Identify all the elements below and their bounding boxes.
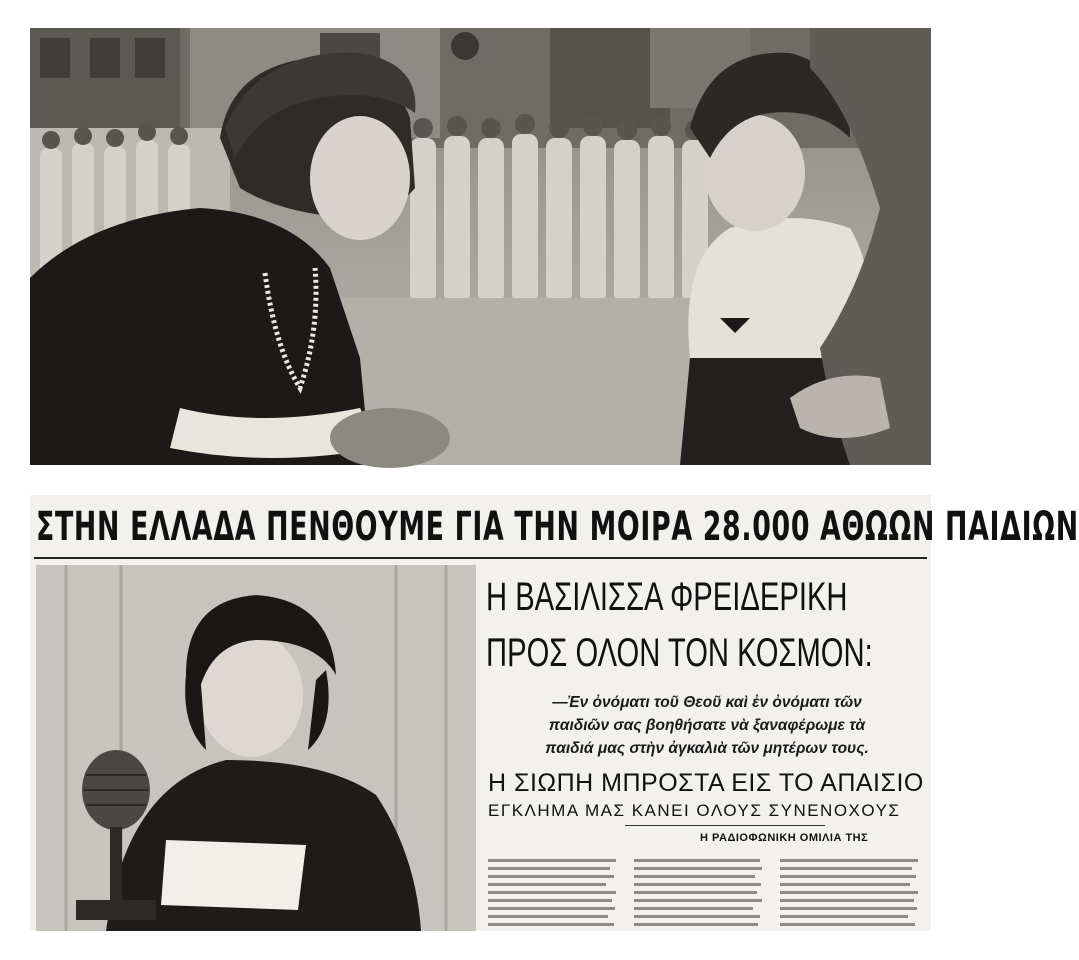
headline-rule (34, 557, 927, 559)
subhead-queen: Η ΒΑΣΙΛΙΣΣΑ ΦΡΕΙΔΕΡΙΚΗ (486, 575, 848, 619)
illegible-text-texture-icon (488, 857, 618, 931)
photo-queen-at-microphone-icon (36, 565, 476, 931)
headline: ΣΤΗΝ ΕΛΛΑΔΑ ΠΕΝΘΟΥΜΕ ΓΙΑ ΤΗΝ ΜΟΙΡΑ 28.000 ΑΘΩΩΝ ΠΑΙΔΙΩΝ (36, 504, 1079, 550)
illegible-text-texture-icon (780, 857, 920, 931)
subhead-radio-speech: Η ΡΑΔΙΟΦΩΝΙΚΗ ΟΜΙΛΙΑ ΤΗΣ (700, 832, 869, 844)
subhead-crime: ΕΓΚΛΗΜΑ ΜΑΣ ΚΑΝΕΙ ΟΛΟΥΣ ΣΥΝΕΝΟΧΟΥΣ (488, 801, 901, 820)
body-text-column (488, 857, 618, 931)
quote-line-1: —Ἐν ὀνόματι τοῦ Θεοῦ καὶ ἐν ὀνόματι τῶν (552, 694, 862, 711)
quote-line-3: παιδιά μας στὴν ἀγκαλιὰ τῶν μητέρων τους. (545, 740, 869, 757)
top-photograph (30, 28, 931, 465)
body-text-column (634, 857, 764, 931)
quote-block (487, 691, 927, 760)
quote-line-2: παιδιῶν σας βοηθήσατε νὰ ξαναφέρωμε τὰ (548, 717, 866, 734)
newspaper-clipping (30, 495, 1079, 931)
photo-queen-with-boy-icon (30, 28, 931, 465)
queen-microphone-photo (36, 565, 476, 931)
subhead-silence: Η ΣΙΩΠΗ ΜΠΡΟΣΤΑ ΕΙΣ ΤΟ ΑΠΑΙΣΙΟ (488, 769, 924, 797)
body-text-column (780, 857, 920, 931)
subhead-world: ΠΡΟΣ ΟΛΟΝ ΤΟΝ ΚΟΣΜΟΝ: (486, 631, 873, 675)
subhead-rule (625, 825, 825, 826)
illegible-text-texture-icon (634, 857, 764, 931)
